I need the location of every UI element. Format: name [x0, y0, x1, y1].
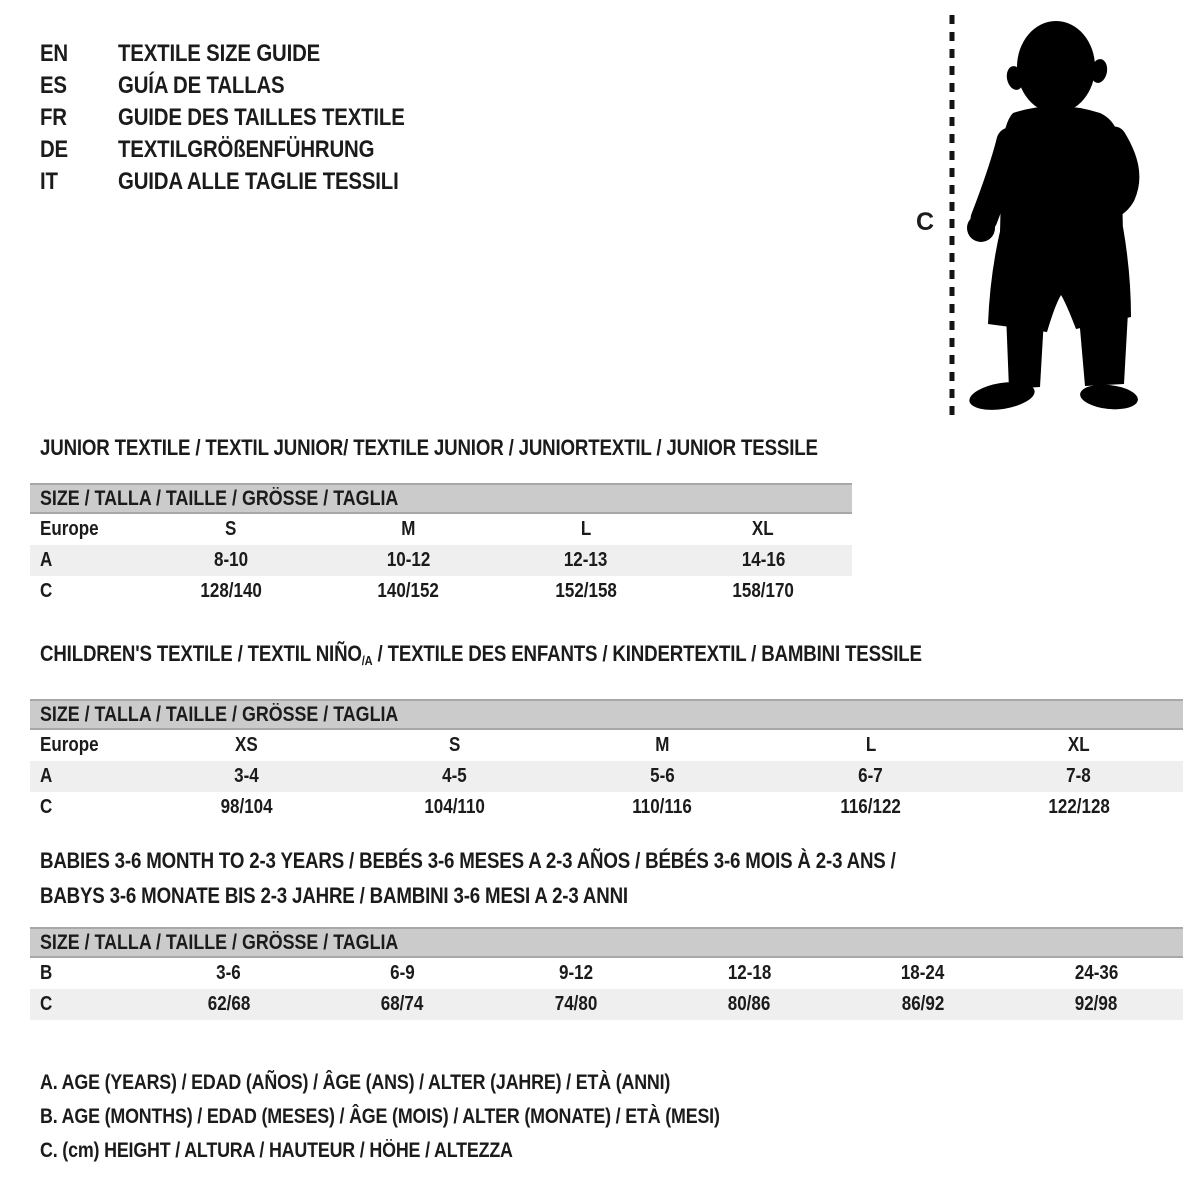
size-header-label: SIZE / TALLA / TAILLE / GRÖSSE / TAGLIA [40, 930, 399, 954]
table-row [30, 514, 852, 545]
language-code: ES [40, 72, 67, 99]
table-row [30, 989, 1183, 1020]
table-cell: XL [752, 518, 775, 540]
section-title-line: JUNIOR TEXTILE / TEXTIL JUNIOR/ TEXTILE JUNIOR / JUNIORTEXTIL / JUNIOR TESSILE [40, 435, 818, 460]
size-section-children [30, 636, 1183, 823]
size-table [30, 730, 1183, 823]
table-cell: 92/98 [1074, 993, 1118, 1015]
row-label: C [40, 580, 53, 602]
language-code: IT [40, 168, 58, 195]
table-cell: M [655, 734, 670, 756]
table-cell: L [580, 518, 591, 540]
language-code: FR [40, 104, 67, 131]
size-header-bar [30, 483, 852, 514]
table-row [30, 792, 1183, 823]
height-dashed-line [948, 12, 956, 424]
row-label: C [40, 993, 53, 1015]
section-title [30, 430, 852, 465]
table-cell: 4-5 [442, 765, 467, 787]
table-cell: 62/68 [207, 993, 251, 1015]
table-cell: L [865, 734, 876, 756]
table-row [30, 545, 852, 576]
row-label: Europe [40, 734, 99, 756]
toddler-silhouette-icon [960, 15, 1150, 420]
table-cell: 6-9 [389, 962, 415, 984]
table-cell: 12-18 [727, 962, 771, 984]
table-cell: 12-13 [564, 549, 608, 571]
size-table [30, 514, 852, 607]
table-row [30, 958, 1183, 989]
row-label: A [40, 765, 53, 787]
table-cell: S [448, 734, 460, 756]
size-section-junior [30, 430, 852, 607]
row-label: C [40, 796, 53, 818]
language-code: DE [40, 136, 69, 163]
row-label: Europe [40, 518, 99, 540]
legend-line: A. AGE (YEARS) / EDAD (AÑOS) / ÂGE (ANS) / ALTER (JAHRE) / ETÀ (ANNI) [40, 1071, 671, 1094]
height-measure-label: C [916, 208, 935, 236]
size-header-bar [30, 927, 1183, 958]
table-cell: 6-7 [858, 765, 883, 787]
height-figure [900, 0, 1200, 430]
language-guide-title: GUIDA ALLE TAGLIE TESSILI [118, 168, 399, 195]
table-cell: 80/86 [727, 993, 771, 1015]
language-guide-title: GUÍA DE TALLAS [118, 72, 285, 99]
table-cell: 98/104 [220, 796, 273, 818]
row-label: B [40, 962, 53, 984]
table-cell: 104/110 [424, 796, 485, 818]
size-header-label: SIZE / TALLA / TAILLE / GRÖSSE / TAGLIA [40, 702, 399, 726]
language-row [40, 70, 455, 102]
language-row [40, 134, 455, 166]
table-cell: 8-10 [213, 549, 248, 571]
language-guide-title: TEXTILGRÖßENFÜHRUNG [118, 136, 375, 163]
table-row [30, 730, 1183, 761]
table-row [30, 576, 852, 607]
table-cell: 9-12 [558, 962, 593, 984]
table-cell: 152/158 [555, 580, 617, 602]
table-cell: 122/128 [1048, 796, 1110, 818]
table-cell: 3-4 [233, 765, 259, 787]
table-cell: 14-16 [741, 549, 785, 571]
table-cell: 86/92 [901, 993, 945, 1015]
table-cell: 24-36 [1074, 962, 1118, 984]
table-cell: XS [234, 734, 258, 756]
size-section-babies [30, 843, 1183, 1020]
table-cell: 110/116 [632, 796, 693, 818]
section-title [30, 636, 1183, 678]
table-cell: 10-12 [386, 549, 430, 571]
legend-line: C. (cm) HEIGHT / ALTURA / HAUTEUR / HÖHE / ALTEZZA [40, 1139, 513, 1162]
table-cell: 18-24 [901, 962, 945, 984]
table-row [30, 761, 1183, 792]
table-cell: 158/170 [732, 580, 794, 602]
language-code: EN [40, 40, 69, 67]
table-cell: 5-6 [650, 765, 675, 787]
language-guide-title: TEXTILE SIZE GUIDE [118, 40, 321, 67]
table-cell: 128/140 [200, 580, 262, 602]
size-header-label: SIZE / TALLA / TAILLE / GRÖSSE / TAGLIA [40, 486, 399, 510]
section-title-line: BABIES 3-6 MONTH TO 2-3 YEARS / BEBÉS 3-6 MESES A 2-3 AÑOS / BÉBÉS 3-6 MOIS À 2-3 ANS / [40, 848, 896, 873]
legend-line: B. AGE (MONTHS) / EDAD (MESES) / ÂGE (MOIS) / ALTER (MONATE) / ETÀ (MESI) [40, 1105, 720, 1128]
table-cell: 7-8 [1066, 765, 1092, 787]
language-row [40, 102, 455, 134]
language-title-list [40, 38, 455, 198]
section-title-line: BABYS 3-6 MONATE BIS 2-3 JAHRE / BAMBINI 3-6 MESI A 2-3 ANNI [40, 883, 628, 908]
row-label: A [40, 549, 53, 571]
table-cell: XL [1068, 734, 1090, 756]
table-cell: 3-6 [216, 962, 242, 984]
size-header-bar [30, 699, 1183, 730]
language-row [40, 166, 455, 198]
table-cell: M [401, 518, 416, 540]
table-cell: 140/152 [377, 580, 439, 602]
section-title [30, 843, 1183, 913]
table-cell: 74/80 [554, 993, 598, 1015]
table-cell: S [225, 518, 237, 540]
measure-legend [40, 1066, 840, 1168]
section-title-line: CHILDREN'S TEXTILE / TEXTIL $NIÑO_{/A}$ / TEXTILE DES ENFANTS / KINDERTEXTIL / BAMBINI TESSILE [40, 641, 922, 668]
size-table [30, 958, 1183, 1020]
language-row [40, 38, 455, 70]
table-cell: 68/74 [380, 993, 424, 1015]
table-cell: 116/122 [840, 796, 901, 818]
language-guide-title: GUIDE DES TAILLES TEXTILE [118, 104, 405, 131]
